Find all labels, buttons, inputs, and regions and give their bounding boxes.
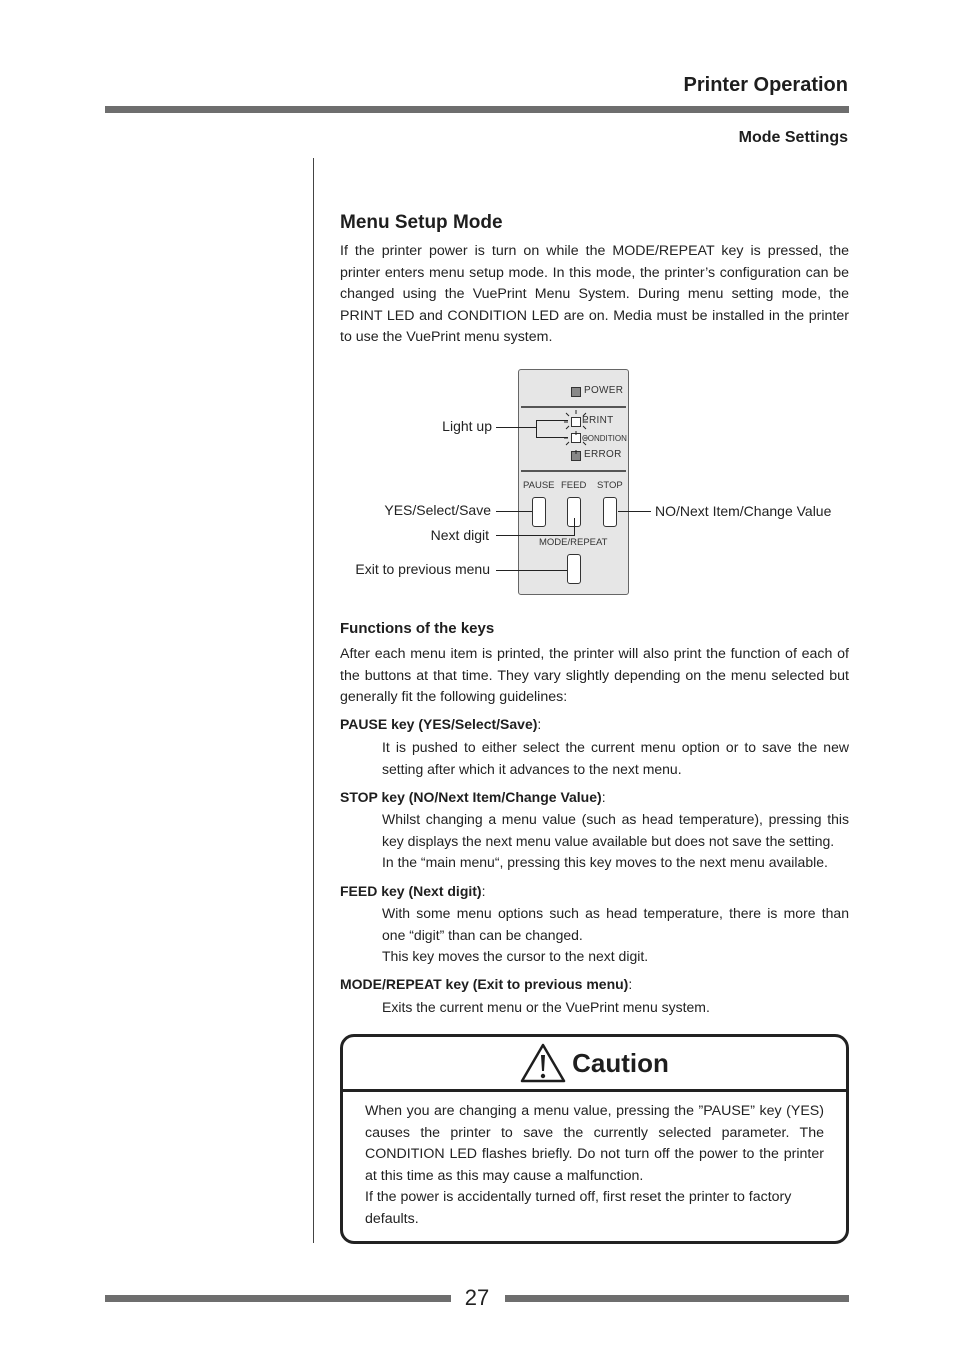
pause-key-heading: PAUSE key (YES/Select/Save): <box>340 716 542 732</box>
condition-led-label: CONDITION <box>582 434 627 443</box>
leader-line <box>496 535 574 536</box>
power-led <box>571 387 581 397</box>
mode-repeat-key-heading: MODE/REPEAT key (Exit to previous menu): <box>340 976 633 992</box>
power-led-label: POWER <box>584 385 624 396</box>
key-name: PAUSE key (YES/Select/Save) <box>340 716 538 732</box>
key-name: FEED key (Next digit) <box>340 883 482 899</box>
leader-line <box>536 437 568 438</box>
section-title: Printer Operation <box>683 74 848 96</box>
mode-repeat-key-description: Exits the current menu or the VuePrint menu system. <box>382 999 710 1015</box>
warning-triangle-icon <box>520 1043 566 1083</box>
page-number: 27 <box>464 1285 490 1310</box>
menu-setup-heading: Menu Setup Mode <box>340 212 503 233</box>
mode-repeat-key <box>567 554 581 584</box>
operation-panel <box>518 369 629 595</box>
feed-key-heading: FEED key (Next digit): <box>340 883 486 899</box>
callout-yes-select-save: YES/Select/Save <box>384 502 491 518</box>
caution-paragraph: If the power is accidentally turned off, first reset the printer to factory defaults. <box>365 1189 792 1227</box>
callout-no-next-item: NO/Next Item/Change Value <box>655 503 832 519</box>
caution-text <box>365 1101 824 1231</box>
stop-key <box>603 497 617 527</box>
subsection-title: Mode Settings <box>738 129 848 146</box>
leader-line <box>536 420 568 421</box>
print-led-label: PRINT <box>582 415 614 426</box>
lit-indicator-icon <box>563 409 589 455</box>
caution-header <box>343 1037 846 1092</box>
pause-key-description: It is pushed to either select the current menu option or to save the new setting after which it advances to the next menu. <box>382 739 849 777</box>
callout-next-digit: Next digit <box>430 527 489 543</box>
stop-key-description: In the “main menu“, pressing this key moves to the next menu available. <box>382 854 828 870</box>
caution-box <box>340 1034 849 1244</box>
leader-line <box>496 570 567 571</box>
stop-key-heading: STOP key (NO/Next Item/Change Value): <box>340 789 606 805</box>
leader-line <box>618 511 651 512</box>
functions-intro: After each menu item is printed, the printer will also print the function of each of the buttons at that time. They vary slightly depending on the menu selected but generally fit the following guidelines: <box>340 646 849 705</box>
callout-light-up: Light up <box>442 418 492 434</box>
functions-heading: Functions of the keys <box>340 620 495 637</box>
feed-key-description: With some menu options such as head temperature, there is more than one “digit” than can be changed. <box>382 905 849 943</box>
panel-divider <box>521 470 626 472</box>
leader-line <box>574 518 575 536</box>
caution-paragraph: When you are changing a menu value, pressing the ”PAUSE” key (YES) causes the printer to save the currently selected parameter. The CONDITION LED flashes briefly. Do not turn off the power to the printer at this time as this may cause a malfunction. <box>365 1103 824 1184</box>
margin-divider <box>313 158 314 1243</box>
error-led-label: ERROR <box>584 449 622 460</box>
pause-key <box>532 497 546 527</box>
footer-rule-right <box>505 1295 849 1302</box>
mode-repeat-label: MODE/REPEAT <box>539 537 608 548</box>
leader-line <box>496 511 532 512</box>
feed-label: FEED <box>561 480 587 491</box>
panel-divider <box>521 406 626 408</box>
header-rule <box>105 106 849 113</box>
leader-line <box>536 420 537 437</box>
key-name: MODE/REPEAT key (Exit to previous menu) <box>340 976 629 992</box>
feed-key-description: This key moves the cursor to the next digit. <box>382 948 649 964</box>
stop-label: STOP <box>597 480 623 491</box>
menu-setup-intro: If the printer power is turn on while the MODE/REPEAT key is pressed, the printer enters menu setup mode. In this mode, the printer’s configuration can be changed using the VuePrint Menu System. During menu setting mode, the PRINT LED and CONDITION LED are on. Media must be installed in the printer to use the VuePrint menu system. <box>340 243 849 345</box>
key-name: STOP key (NO/Next Item/Change Value) <box>340 789 602 805</box>
pause-label: PAUSE <box>523 480 555 491</box>
callout-exit-previous: Exit to previous menu <box>355 561 490 577</box>
caution-title: Caution <box>572 1047 669 1078</box>
footer-rule-left <box>105 1295 451 1302</box>
leader-line <box>496 427 536 428</box>
stop-key-description: Whilst changing a menu value (such as head temperature), pressing this key displays the next menu value available but does not save the setting. <box>382 811 849 849</box>
